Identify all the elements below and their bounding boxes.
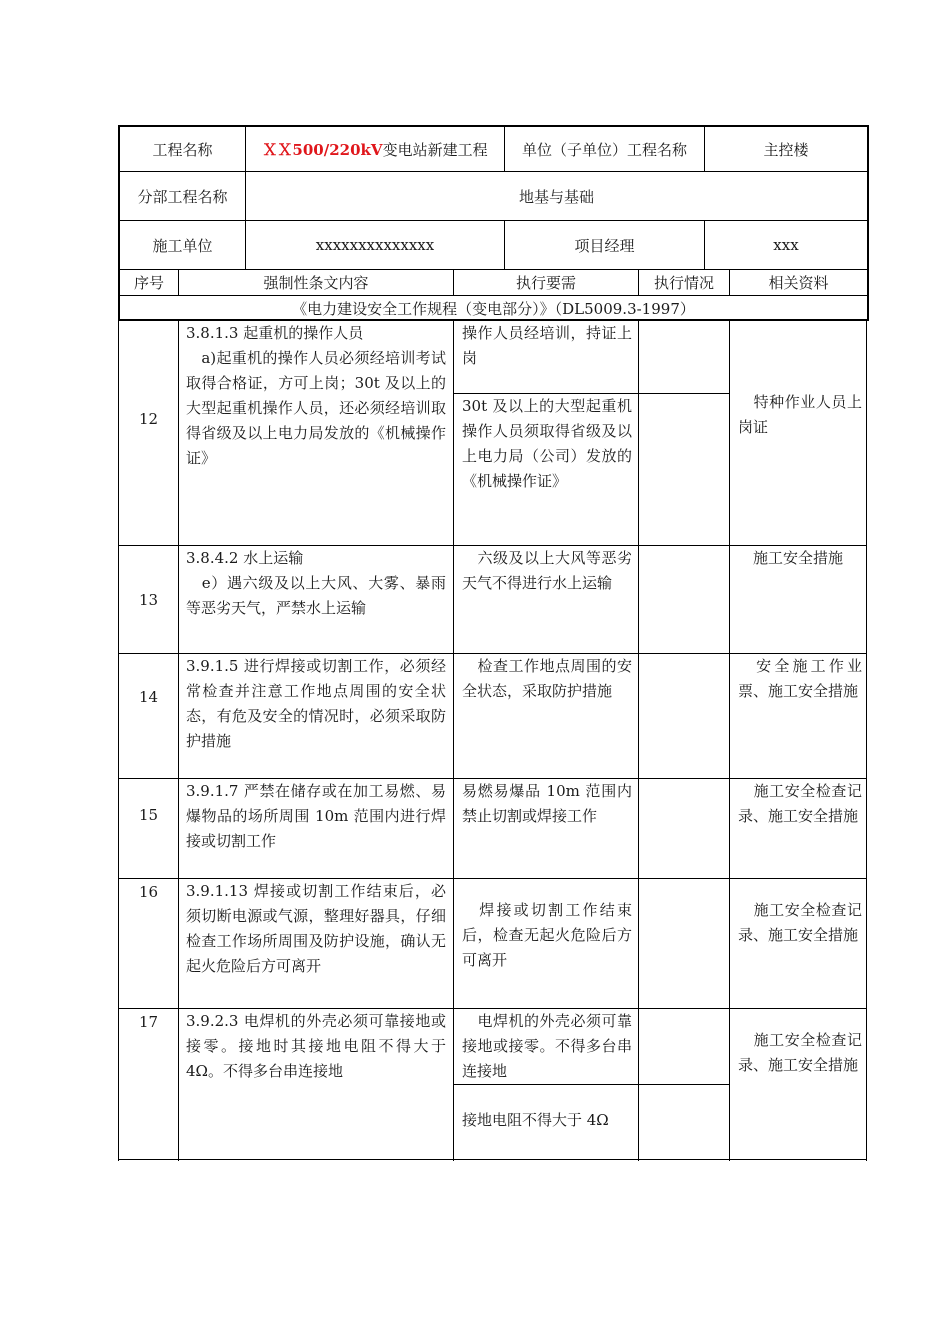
row-docs: 施工安全检查记录、施工安全措施 [738, 1031, 862, 1074]
row-requirement: 六级及以上大风等恶劣天气不得进行水上运输 [462, 549, 632, 592]
col-status-header: 执行情况 [653, 274, 714, 292]
row-content: 3.8.1.3 起重机的操作人员 a)起重机的操作人员必须经培训考试取得合格证，方可上岗；30t 及以上的大型起重机操作人员，还必须经培训取得省级及以上电力局发放的《机械操作证》 [186, 324, 446, 467]
subunit-label: 单位（子单位）工程名称 [521, 140, 687, 159]
col-no-header: 序号 [133, 274, 164, 292]
contractor-value: xxxxxxxxxxxxxx [315, 236, 435, 254]
row-docs: 安全施工作业票、施工安全措施 [738, 657, 862, 700]
project-name-value [246, 127, 504, 171]
contractor-label: 施工单位 [152, 236, 213, 255]
row-requirement: 操作人员经培训，持证上岗 [462, 324, 632, 367]
row-number: 16 [138, 883, 159, 901]
row-number: 17 [138, 1013, 159, 1031]
row-requirement-2: 30t 及以上的大型起重机操作人员须取得省级及以上电力局（公司）发放的《机械操作证》 [462, 397, 632, 490]
row-number: 12 [138, 410, 159, 428]
row-docs: 施工安全措施 [738, 549, 844, 567]
col-requirement-header: 执行要需 [515, 274, 576, 292]
division-label: 分部工程名称 [137, 187, 228, 206]
division-value: 地基与基础 [518, 187, 594, 206]
row-content: 3.9.2.3 电焊机的外壳必须可靠接地或接零。接地时其接地电阻不得大于 4Ω。不得多台串连接地 [186, 1012, 451, 1080]
row-docs: 特种作业人员上岗证 [738, 393, 862, 436]
project-name-rest: 变电站新建工程 [382, 140, 488, 159]
row-number: 15 [138, 806, 159, 824]
manager-value: xxx [773, 236, 799, 254]
row-content: 3.9.1.13 焊接或切割工作结束后，必须切断电源或气源，整理好器具，仔细检查工作场所周围及防护设施，确认无起火危险后方可离开 [186, 882, 446, 975]
row-number: 14 [138, 688, 159, 706]
col-docs-header: 相关资料 [768, 274, 829, 292]
subunit-value: 主控楼 [763, 140, 809, 159]
row-requirement: 易燃易爆品 10m 范围内禁止切割或焊接工作 [462, 782, 632, 825]
row-docs: 施工安全检查记录、施工安全措施 [738, 782, 862, 825]
col-content-header: 强制性条文内容 [263, 274, 369, 292]
project-name-label: 工程名称 [152, 140, 213, 159]
project-name-red: ＸＸ500/220kV [262, 140, 383, 159]
section-title: 《电力建设安全工作规程（变电部分）》（DL5009.3-1997） [292, 299, 695, 318]
row-requirement: 检查工作地点周围的安全状态，采取防护措施 [462, 657, 632, 700]
row-requirement: 焊接或切割工作结束后，检查无起火危险后方可离开 [462, 901, 632, 969]
row-number: 13 [138, 591, 159, 609]
manager-label: 项目经理 [574, 236, 635, 255]
row-docs: 施工安全检查记录、施工安全措施 [738, 901, 862, 944]
row-requirement: 电焊机的外壳必须可靠接地或接零。不得多台串连接地 [462, 1012, 632, 1080]
row-content: 3.8.4.2 水上运输 e）遇六级及以上大风、大雾、暴雨等恶劣天气，严禁水上运输 [186, 549, 446, 617]
row-requirement-2: 接地电阻不得大于 4Ω [462, 1111, 609, 1129]
row-content: 3.9.1.7 严禁在储存或在加工易燃、易爆物品的场所周围 10m 范围内进行焊接或切割工作 [186, 782, 446, 850]
row-content: 3.9.1.5 进行焊接或切割工作，必须经常检查并注意工作地点周围的安全状态，有危及安全的情况时，必须采取防护措施 [186, 657, 446, 750]
